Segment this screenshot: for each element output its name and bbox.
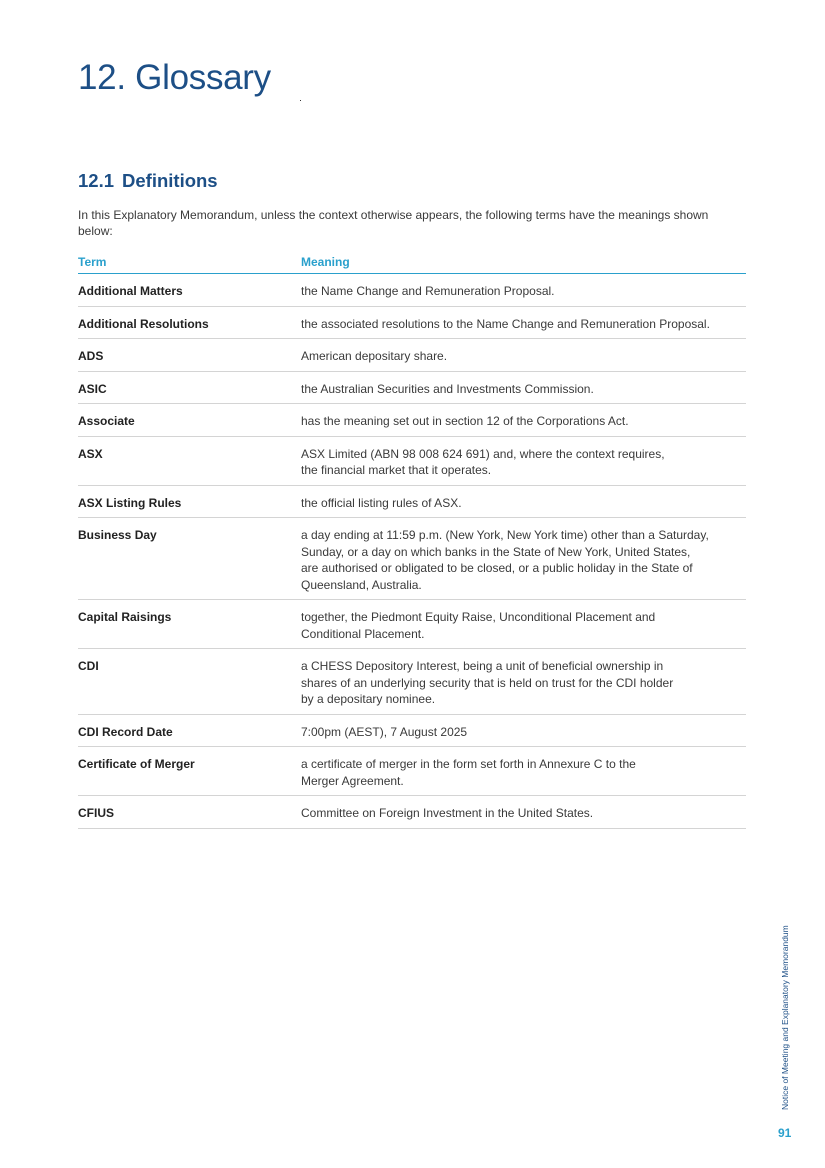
table-row xyxy=(78,437,746,486)
side-document-title: Notice of Meeting and Explanatory Memorandum xyxy=(780,925,790,1110)
meaning-line: the Australian Securities and Investments Commission. xyxy=(301,381,594,396)
meaning-line: a certificate of merger in the form set forth in Annexure C to the xyxy=(301,757,636,771)
meaning-line: Conditional Placement. xyxy=(301,626,425,641)
meaning-cell xyxy=(301,446,746,479)
term-cell: CFIUS xyxy=(78,806,114,820)
meaning-cell xyxy=(301,609,746,642)
table-row xyxy=(78,518,746,600)
meaning-line: Merger Agreement. xyxy=(301,773,404,788)
meaning-line: Sunday, or a day on which banks in the State of New York, United States, xyxy=(301,544,691,559)
meaning-line: Committee on Foreign Investment in the United States. xyxy=(301,806,594,820)
meaning-line: Queensland, Australia. xyxy=(301,577,422,592)
definitions-table xyxy=(78,253,746,829)
meaning-line: has the meaning set out in section 12 of the Corporations Act. xyxy=(301,414,629,428)
meaning-cell xyxy=(301,348,746,365)
table-row xyxy=(78,600,746,649)
term-cell: ADS xyxy=(78,349,104,363)
meaning-cell xyxy=(301,527,746,593)
stray-dot xyxy=(300,100,301,101)
meaning-line: the financial market that it operates. xyxy=(301,463,492,477)
meaning-line: the Name Change and Remuneration Proposal. xyxy=(301,284,555,298)
meaning-line: shares of an underlying security that is held on trust for the CDI holder xyxy=(301,675,674,690)
meaning-cell xyxy=(301,756,746,789)
page-title: 12. Glossary xyxy=(78,58,271,97)
table-row xyxy=(78,486,746,519)
term-cell: ASX Listing Rules xyxy=(78,495,182,510)
term-cell: Additional Matters xyxy=(78,284,183,298)
table-header xyxy=(78,253,746,274)
table-body xyxy=(78,274,746,829)
section-number: 12.1 xyxy=(78,170,115,191)
meaning-line: 7:00pm (AEST), 7 August 2025 xyxy=(301,724,468,739)
table-row xyxy=(78,649,746,715)
meaning-cell xyxy=(301,724,746,741)
table-row xyxy=(78,404,746,437)
table-row xyxy=(78,715,746,748)
meaning-line: a CHESS Depository Interest, being a unit of beneficial ownership in xyxy=(301,659,664,673)
meaning-line: ASX Limited (ABN 98 008 624 691) and, where the context requires, xyxy=(301,446,665,461)
meaning-cell xyxy=(301,413,746,430)
term-cell: Certificate of Merger xyxy=(78,757,195,771)
term-cell: CDI xyxy=(78,659,99,673)
table-row xyxy=(78,307,746,340)
meaning-cell xyxy=(301,495,746,512)
intro-paragraph: In this Explanatory Memorandum, unless the context otherwise appears, the following terms have the meanings shown below: xyxy=(78,208,709,238)
meaning-line: are authorised or obligated to be closed, or a public holiday in the State of xyxy=(301,561,693,575)
meaning-line: by a depositary nominee. xyxy=(301,692,436,706)
term-column-header: Term xyxy=(78,255,107,269)
term-cell: Additional Resolutions xyxy=(78,316,209,331)
meaning-line: the associated resolutions to the Name Change and Remuneration Proposal. xyxy=(301,316,710,331)
meaning-cell xyxy=(301,805,746,822)
meaning-line: American depositary share. xyxy=(301,349,448,363)
meaning-cell xyxy=(301,381,746,398)
term-cell: Business Day xyxy=(78,528,157,542)
meaning-cell xyxy=(301,658,746,708)
meaning-cell xyxy=(301,283,746,300)
term-cell: ASIC xyxy=(78,381,107,396)
meaning-column-header: Meaning xyxy=(301,255,350,269)
table-row xyxy=(78,796,746,829)
term-cell: Capital Raisings xyxy=(78,610,172,624)
meaning-cell xyxy=(301,316,746,333)
table-row xyxy=(78,339,746,372)
meaning-line: a day ending at 11:59 p.m. (New York, New York time) other than a Saturday, xyxy=(301,528,709,542)
term-cell: Associate xyxy=(78,414,135,428)
meaning-line: together, the Piedmont Equity Raise, Unconditional Placement and xyxy=(301,610,656,624)
section-heading xyxy=(78,170,218,192)
page-number: 91 xyxy=(778,1126,792,1140)
term-cell: ASX xyxy=(78,446,103,461)
table-row xyxy=(78,274,746,307)
section-title: Definitions xyxy=(122,170,218,191)
term-cell: CDI Record Date xyxy=(78,724,173,739)
table-row xyxy=(78,372,746,405)
table-row xyxy=(78,747,746,796)
meaning-line: the official listing rules of ASX. xyxy=(301,495,462,510)
